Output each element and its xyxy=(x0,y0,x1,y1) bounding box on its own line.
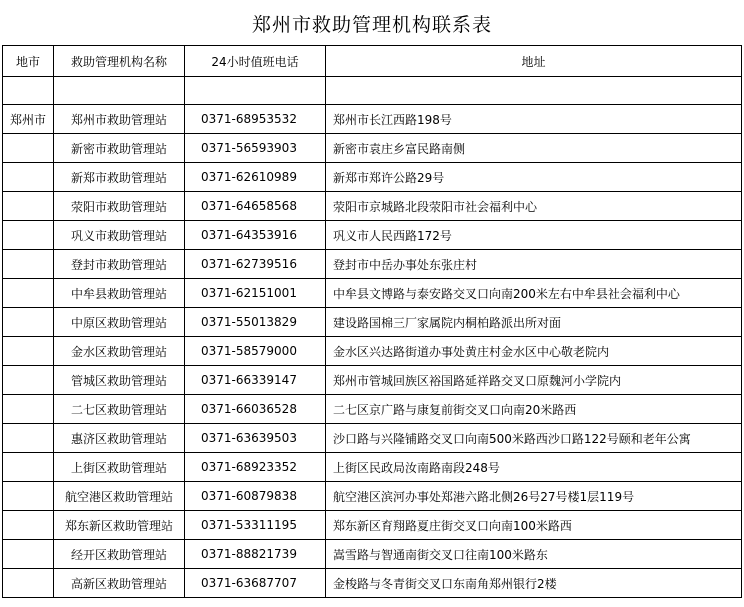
blank-cell xyxy=(3,77,54,105)
address-cell: 新密市袁庄乡富民路南侧 xyxy=(326,134,742,163)
address-cell: 中牟县文博路与泰安路交叉口向南200米左右中牟县社会福利中心 xyxy=(326,279,742,308)
table-row xyxy=(3,337,742,366)
address-cell: 金水区兴达路街道办事处黄庄村金水区中心敬老院内 xyxy=(326,337,742,366)
table-row xyxy=(3,105,742,134)
table-row xyxy=(3,540,742,569)
table-row xyxy=(3,569,742,598)
phone-cell: 0371-63639503 xyxy=(185,424,326,453)
address-cell: 郑东新区育翔路夏庄街交叉口向南100米路西 xyxy=(326,511,742,540)
city-cell-empty xyxy=(3,453,54,482)
phone-cell: 0371-62739516 xyxy=(185,250,326,279)
phone-cell: 0371-64658568 xyxy=(185,192,326,221)
phone-cell: 0371-66036528 xyxy=(185,395,326,424)
phone-cell: 0371-53311195 xyxy=(185,511,326,540)
address-cell: 郑州市长江西路198号 xyxy=(326,105,742,134)
city-cell-empty xyxy=(3,192,54,221)
table-row xyxy=(3,482,742,511)
contact-table xyxy=(2,45,742,598)
city-cell-empty xyxy=(3,395,54,424)
phone-cell: 0371-66339147 xyxy=(185,366,326,395)
table-row xyxy=(3,395,742,424)
institution-name-cell: 二七区救助管理站 xyxy=(54,395,185,424)
phone-cell: 0371-63687707 xyxy=(185,569,326,598)
blank-cell xyxy=(54,77,185,105)
institution-name-cell: 高新区救助管理站 xyxy=(54,569,185,598)
institution-name-cell: 郑州市救助管理站 xyxy=(54,105,185,134)
institution-name-cell: 郑东新区救助管理站 xyxy=(54,511,185,540)
city-cell: 郑州市 xyxy=(3,105,54,134)
institution-name-cell: 中原区救助管理站 xyxy=(54,308,185,337)
table-row xyxy=(3,163,742,192)
blank-row xyxy=(3,77,742,105)
phone-cell: 0371-60879838 xyxy=(185,482,326,511)
phone-cell: 0371-68923352 xyxy=(185,453,326,482)
city-cell-empty xyxy=(3,250,54,279)
city-cell-empty xyxy=(3,308,54,337)
table-row xyxy=(3,424,742,453)
table-header-row xyxy=(3,46,742,77)
address-cell: 金梭路与冬青街交叉口东南角郑州银行2楼 xyxy=(326,569,742,598)
city-cell-empty xyxy=(3,511,54,540)
phone-cell: 0371-62151001 xyxy=(185,279,326,308)
institution-name-cell: 中牟县救助管理站 xyxy=(54,279,185,308)
city-cell-empty xyxy=(3,221,54,250)
blank-cell xyxy=(326,77,742,105)
address-cell: 沙口路与兴隆铺路交叉口向南500米路西沙口路122号颐和老年公寓 xyxy=(326,424,742,453)
institution-name-cell: 荥阳市救助管理站 xyxy=(54,192,185,221)
institution-name-cell: 新郑市救助管理站 xyxy=(54,163,185,192)
institution-name-cell: 经开区救助管理站 xyxy=(54,540,185,569)
phone-cell: 0371-56593903 xyxy=(185,134,326,163)
city-cell-empty xyxy=(3,134,54,163)
header-name: 救助管理机构名称 xyxy=(54,46,185,77)
city-cell-empty xyxy=(3,540,54,569)
table-row xyxy=(3,221,742,250)
institution-name-cell: 登封市救助管理站 xyxy=(54,250,185,279)
institution-name-cell: 巩义市救助管理站 xyxy=(54,221,185,250)
table-row xyxy=(3,366,742,395)
city-cell-empty xyxy=(3,482,54,511)
address-cell: 登封市中岳办事处东张庄村 xyxy=(326,250,742,279)
institution-name-cell: 金水区救助管理站 xyxy=(54,337,185,366)
address-cell: 航空港区滨河办事处郑港六路北侧26号27号楼1层119号 xyxy=(326,482,742,511)
city-cell-empty xyxy=(3,424,54,453)
table-row xyxy=(3,453,742,482)
table-row xyxy=(3,308,742,337)
city-cell-empty xyxy=(3,569,54,598)
table-row xyxy=(3,279,742,308)
table-row xyxy=(3,192,742,221)
page-title: 郑州市救助管理机构联系表 xyxy=(251,14,492,36)
institution-name-cell: 管城区救助管理站 xyxy=(54,366,185,395)
header-address: 地址 xyxy=(326,46,742,77)
institution-name-cell: 上街区救助管理站 xyxy=(54,453,185,482)
address-cell: 嵩雪路与智通南街交叉口往南100米路东 xyxy=(326,540,742,569)
city-cell-empty xyxy=(3,337,54,366)
institution-name-cell: 新密市救助管理站 xyxy=(54,134,185,163)
city-cell-empty xyxy=(3,366,54,395)
blank-cell xyxy=(185,77,326,105)
phone-cell: 0371-64353916 xyxy=(185,221,326,250)
phone-cell: 0371-88821739 xyxy=(185,540,326,569)
institution-name-cell: 惠济区救助管理站 xyxy=(54,424,185,453)
address-cell: 建设路国棉三厂家属院内桐柏路派出所对面 xyxy=(326,308,742,337)
phone-cell: 0371-55013829 xyxy=(185,308,326,337)
phone-cell: 0371-62610989 xyxy=(185,163,326,192)
address-cell: 巩义市人民西路172号 xyxy=(326,221,742,250)
city-cell-empty xyxy=(3,163,54,192)
table-row xyxy=(3,134,742,163)
address-cell: 二七区京广路与康复前街交叉口向南20米路西 xyxy=(326,395,742,424)
phone-cell: 0371-58579000 xyxy=(185,337,326,366)
city-cell-empty xyxy=(3,279,54,308)
table-row xyxy=(3,511,742,540)
phone-cell: 0371-68953532 xyxy=(185,105,326,134)
address-cell: 上街区民政局汝南路南段248号 xyxy=(326,453,742,482)
table-row xyxy=(3,250,742,279)
header-phone: 24小时值班电话 xyxy=(185,46,326,77)
address-cell: 新郑市郑许公路29号 xyxy=(326,163,742,192)
header-city: 地市 xyxy=(3,46,54,77)
address-cell: 荥阳市京城路北段荥阳市社会福利中心 xyxy=(326,192,742,221)
institution-name-cell: 航空港区救助管理站 xyxy=(54,482,185,511)
address-cell: 郑州市管城回族区裕国路延祥路交叉口原魏河小学院内 xyxy=(326,366,742,395)
